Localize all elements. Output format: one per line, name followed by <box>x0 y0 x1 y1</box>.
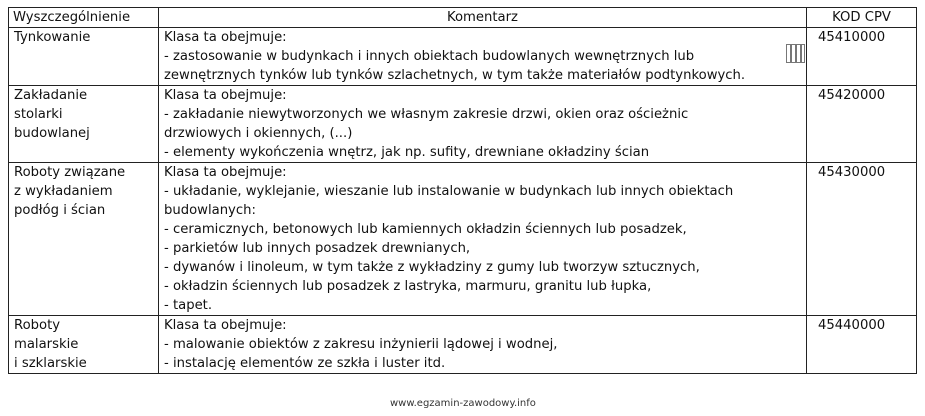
comment-line: - ceramicznych, betonowych lub kamiennych okładzin ściennych lub posadzek, <box>164 222 687 237</box>
comment-line: Klasa ta obejmuje: <box>164 88 287 103</box>
row-name-line: stolarki <box>14 107 63 122</box>
comment-line: Klasa ta obejmuje: <box>164 318 287 333</box>
row-name-line: Roboty związane <box>14 165 126 180</box>
row-name <box>9 316 159 374</box>
row-name-line: i szklarskie <box>14 356 87 371</box>
comment-line: Klasa ta obejmuje: <box>164 165 287 180</box>
row-code: 45430000 <box>807 163 917 316</box>
row-name-line: Roboty <box>14 318 61 333</box>
row-code: 45420000 <box>807 86 917 163</box>
row-name-line: Zakładanie <box>14 88 88 103</box>
comment-line: - parkietów lub innych posadzek drewnianych, <box>164 241 471 256</box>
comment-line: budowlanych: <box>164 203 256 218</box>
comment-line: Klasa ta obejmuje: <box>164 30 287 45</box>
row-comment <box>159 86 807 163</box>
table-row <box>9 28 917 86</box>
comment-line: - zastosowanie w budynkach i innych obiektach budowlanych wewnętrznych lub <box>164 49 695 64</box>
comment-line: - dywanów i linoleum, w tym także z wykładziny z gumy lub tworzyw sztucznych, <box>164 260 700 275</box>
table-row <box>9 86 917 163</box>
comment-line: - okładzin ściennych lub posadzek z lastryka, marmuru, granitu lub łupka, <box>164 279 652 294</box>
table-header-row <box>9 8 917 28</box>
row-name-line: malarskie <box>14 337 79 352</box>
row-name <box>9 163 159 316</box>
row-name-line: z wykładaniem <box>14 184 113 199</box>
comment-line: - malowanie obiektów z zakresu inżynierii lądowej i wodnej, <box>164 337 558 352</box>
comment-line: - zakładanie niewytworzonych we własnym zakresie drzwi, okien oraz ościeżnic <box>164 107 689 122</box>
row-name <box>9 28 159 86</box>
watermark: www.egzamin-zawodowy.info <box>390 398 536 409</box>
comment-line: - instalację elementów ze szkła i luster itd. <box>164 356 446 371</box>
table-row <box>9 163 917 316</box>
header-kod-cpv: KOD CPV <box>807 8 917 28</box>
qr-code-icon <box>786 44 805 63</box>
header-wyszczegolnienie: Wyszczególnienie <box>9 8 159 28</box>
row-name-line: budowlanej <box>14 126 90 141</box>
row-code: 45410000 <box>807 28 917 86</box>
row-name <box>9 86 159 163</box>
comment-line: - układanie, wyklejanie, wieszanie lub instalowanie w budynkach lub innych obiektach <box>164 184 734 199</box>
comment-line: zewnętrznych tynków lub tynków szlachetnych, w tym także materiałów podtynkowych. <box>164 68 746 83</box>
row-name-line: Tynkowanie <box>14 30 91 45</box>
comment-line: drzwiowych i okiennych, (...) <box>164 126 353 141</box>
row-code: 45440000 <box>807 316 917 374</box>
header-komentarz: Komentarz <box>159 8 807 28</box>
cpv-table <box>8 7 917 374</box>
row-comment <box>159 316 807 374</box>
row-comment <box>159 163 807 316</box>
table-row <box>9 316 917 374</box>
comment-line: - tapet. <box>164 298 213 313</box>
comment-line: - elementy wykończenia wnętrz, jak np. sufity, drewniane okładziny ścian <box>164 145 650 160</box>
row-name-line: podłóg i ścian <box>14 203 106 218</box>
row-comment <box>159 28 807 86</box>
